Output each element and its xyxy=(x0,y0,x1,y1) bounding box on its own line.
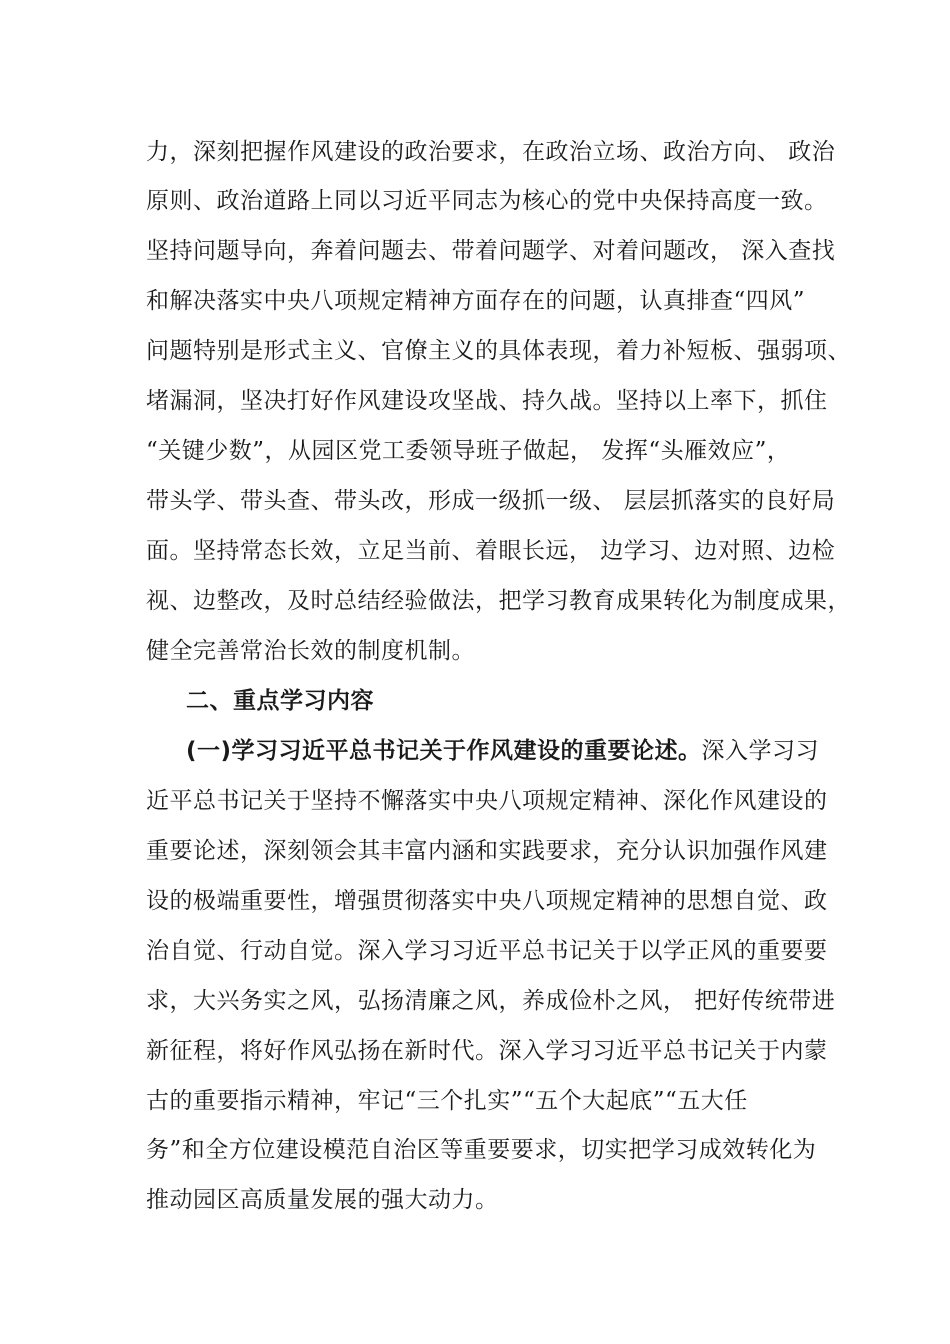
paragraph-line: 堵漏洞，坚决打好作风建设攻坚战、持久战。坚持以上率下，抓住 xyxy=(146,388,828,414)
subsection-lead: (一)学习习近平总书记关于作风建设的重要论述。 xyxy=(186,738,702,764)
paragraph-line: 问题特别是形式主义、官僚主义的具体表现，着力补短板、强弱项、 xyxy=(146,338,851,364)
paragraph-line: 面。坚持常态长效，立足当前、着眼长远， 边学习、边对照、边检 xyxy=(146,538,836,564)
paragraph-line: 坚持问题导向，奔着问题去、带着问题学、对着问题改， 深入查找 xyxy=(146,238,836,264)
paragraph-line: 新征程，将好作风弘扬在新时代。深入学习习近平总书记关于内蒙 xyxy=(146,1038,828,1064)
paragraph-line: 原则、政治道路上同以习近平同志为核心的党中央保持高度一致。 xyxy=(146,188,828,214)
subsection-first-line-rest: 深入学习习 xyxy=(701,738,820,764)
paragraph-line: 设的极端重要性，增强贯彻落实中央八项规定精神的思想自觉、政 xyxy=(146,888,828,914)
paragraph-line: 务”和全方位建设模范自治区等重要要求，切实把学习成效转化为 xyxy=(146,1137,817,1163)
paragraph-line: 视、边整改，及时总结经验做法，把学习教育成果转化为制度成果， xyxy=(146,588,851,614)
paragraph-line: 带头学、带头查、带头改，形成一级抓一级、 层层抓落实的良好局 xyxy=(146,488,836,514)
paragraph-line: 治自觉、行动自觉。深入学习习近平总书记关于以学正风的重要要 xyxy=(146,938,828,964)
paragraph-line: 健全完善常治长效的制度机制。 xyxy=(146,638,475,664)
paragraph-line: 古的重要指示精神，牢记“三个扎实”“五个大起底”“五大任 xyxy=(146,1088,748,1114)
paragraph-line: 重要论述，深刻领会其丰富内涵和实践要求，充分认识加强作风建 xyxy=(146,838,828,864)
section-heading: 二、重点学习内容 xyxy=(186,688,374,714)
subsection-first-line xyxy=(186,736,819,766)
paragraph-line: 求，大兴务实之风，弘扬清廉之风，养成俭朴之风， 把好传统带进 xyxy=(146,988,836,1014)
paragraph-line: 推动园区高质量发展的强大动力。 xyxy=(146,1187,499,1213)
paragraph-line: 近平总书记关于坚持不懈落实中央八项规定精神、深化作风建设的 xyxy=(146,788,828,814)
paragraph-line: 和解决落实中央八项规定精神方面存在的问题，认真排查“四风” xyxy=(146,288,806,314)
paragraph-line: 力，深刻把握作风建设的政治要求，在政治立场、政治方向、 政治 xyxy=(146,139,836,165)
paragraph-line: “关键少数”，从园区党工委领导班子做起， 发挥“头雁效应”， xyxy=(146,438,791,464)
